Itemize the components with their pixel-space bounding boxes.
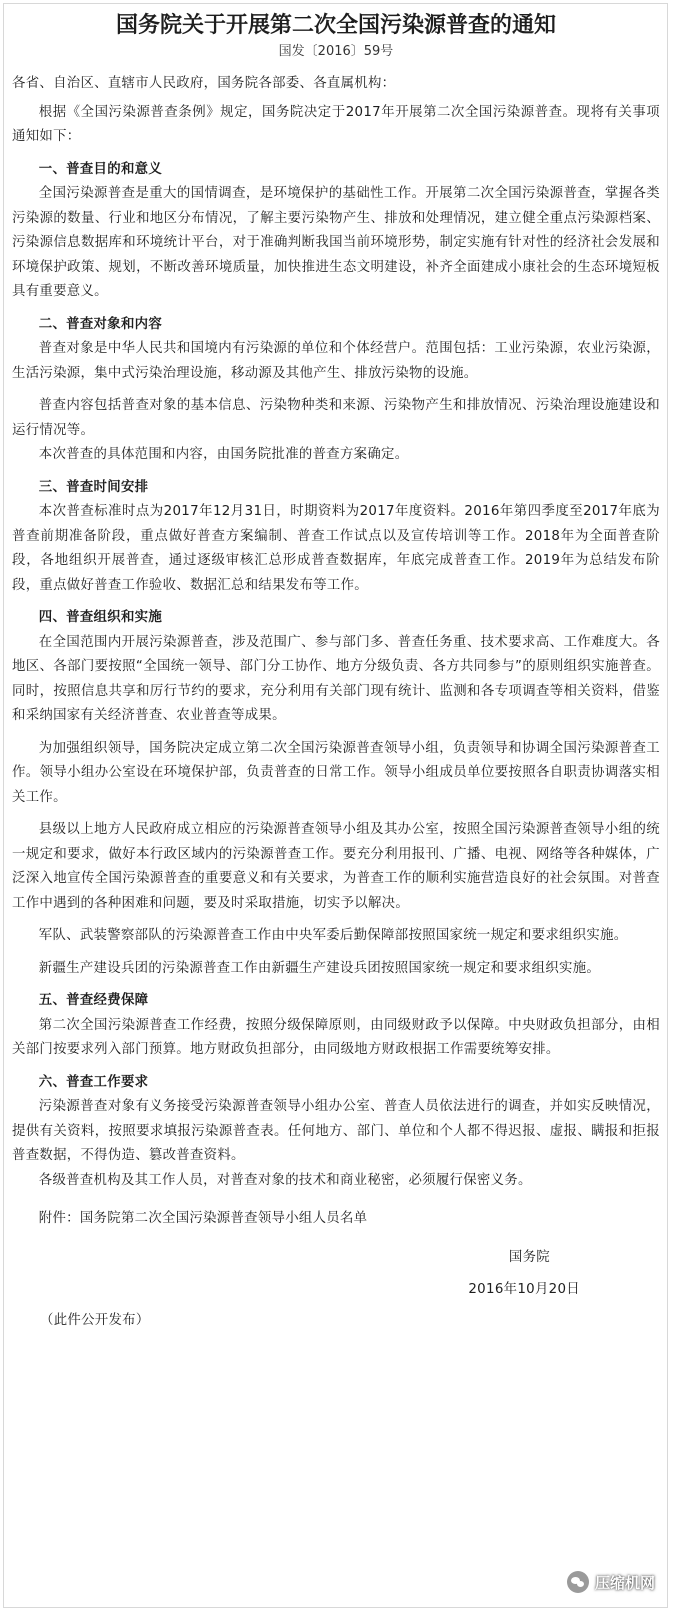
watermark-text: 压缩机网	[594, 1573, 655, 1592]
wechat-icon	[567, 1571, 589, 1593]
document-number: 国发〔2016〕59号	[278, 44, 394, 59]
issuer: 国务院	[508, 1249, 550, 1265]
section-heading: 三、普查时间安排	[38, 479, 149, 495]
section-heading: 二、普查对象和内容	[38, 316, 163, 332]
section-paragraph: 污染源普查对象有义务接受污染源普查领导小组办公室、普查人员依法进行的调查，并如实反映情况，提供有关资料，按照要求填报污染源普查表。任何地方、部门、单位和个人都不得迟报、虚报、瞒报和拒报普查数据，不得伪造、篡改普查资料。	[12, 1099, 660, 1163]
section-paragraph: 军队、武装警察部队的污染源普查工作由中央军委后勤保障部按照国家统一规定和要求组织实施。	[38, 928, 628, 943]
section-paragraph: 在全国范围内开展污染源普查，涉及范围广、参与部门多、普查任务重、技术要求高、工作难度大。各地区、各部门要按照“全国统一领导、部门分工协作、地方分级负责、各方共同参与”的原则组织实施普查。同时，按照信息共享和厉行节约的要求，充分利用有关部门现有统计、监测和各专项调查等相关资料，借鉴和采纳国家有关经济普查、农业普查等成果。	[12, 634, 660, 723]
intro-paragraph: 根据《全国污染源普查条例》规定，国务院决定于2017年开展第二次全国污染源普查。现将有关事项通知如下：	[12, 104, 660, 144]
section-paragraph: 各级普查机构及其工作人员，对普查对象的技术和商业秘密，必须履行保密义务。	[38, 1172, 532, 1188]
section-heading: 四、普查组织和实施	[38, 610, 163, 625]
section-paragraph: 县级以上地方人民政府成立相应的污染源普查领导小组及其办公室，按照全国污染源普查领导小组的统一规定和要求，做好本行政区域内的污染源普查工作。要充分利用报刊、广播、电视、网络等各种媒体，广泛深入地宣传全国污染源普查的重要意义和有关要求，为普查工作的顺利实施营造良好的社会氛围。对普查工作中遇到的各种困难和问题，要及时采取措施，切实予以解决。	[12, 822, 660, 911]
section-heading: 六、普查工作要求	[38, 1074, 149, 1090]
publish-note: （此件公开发布）	[40, 1312, 150, 1328]
section-paragraph: 普查内容包括普查对象的基本信息、污染物种类和来源、污染物产生和排放情况、污染治理设施建设和运行情况等。	[12, 398, 660, 438]
section-paragraph: 第二次全国污染源普查工作经费，按照分级保障原则，由同级财政予以保障。中央财政负担部分，由相关部门按要求列入部门预算。地方财政负担部分，由同级地方财政根据工作需要统筹安排。	[12, 1017, 660, 1057]
section-paragraph: 本次普查标准时点为2017年12月31日，时期资料为2017年度资料。2016年第四季度至2017年底为普查前期准备阶段，重点做好普查方案编制、普查工作试点以及宣传培训等工作。2018年为全面普查阶段，各地组织开展普查，通过逐级审核汇总形成普查数据库，年底完成普查工作。2019年为总结发布阶段，重点做好普查工作验收、数据汇总和结果发布等工作。	[12, 504, 660, 593]
watermark	[567, 1571, 655, 1593]
document-title: 国务院关于开展第二次全国污染源普查的通知	[115, 12, 556, 38]
section-paragraph: 本次普查的具体范围和内容，由国务院批准的普查方案确定。	[38, 447, 409, 462]
section-paragraph: 普查对象是中华人民共和国境内有污染源的单位和个体经营户。范围包括：工业污染源，农业污染源，生活污染源，集中式污染治理设施，移动源及其他产生、排放污染物的设施。	[12, 341, 660, 381]
document	[12, 6, 660, 1333]
section-paragraph: 为加强组织领导，国务院决定成立第二次全国污染源普查领导小组，负责领导和协调全国污染源普查工作。领导小组办公室设在环境保护部，负责普查的日常工作。领导小组成员单位要按照各自职责协调落实相关工作。	[12, 740, 660, 805]
section-paragraph: 新疆生产建设兵团的污染源普查工作由新疆生产建设兵团按照国家统一规定和要求组织实施。	[38, 960, 601, 976]
attachment-note: 附件：国务院第二次全国污染源普查领导小组人员名单	[38, 1211, 368, 1226]
addressee: 各省、自治区、直辖市人民政府，国务院各部委、各直属机构：	[12, 76, 396, 91]
issue-date: 2016年10月20日	[468, 1282, 580, 1297]
section-paragraph: 全国污染源普查是重大的国情调查，是环境保护的基础性工作。开展第二次全国污染源普查，掌握各类污染源的数量、行业和地区分布情况，了解主要污染物产生、排放和处理情况，建立健全重点污染源档案、污染源信息数据库和环境统计平台，对于准确判断我国当前环境形势，制定实施有针对性的经济社会发展和环境保护政策、规划，不断改善环境质量，加快推进生态文明建设，补齐全面建成小康社会的生态环境短板具有重要意义。	[12, 186, 660, 299]
section-heading: 五、普查经费保障	[38, 993, 149, 1008]
section-heading: 一、普查目的和意义	[38, 161, 163, 177]
